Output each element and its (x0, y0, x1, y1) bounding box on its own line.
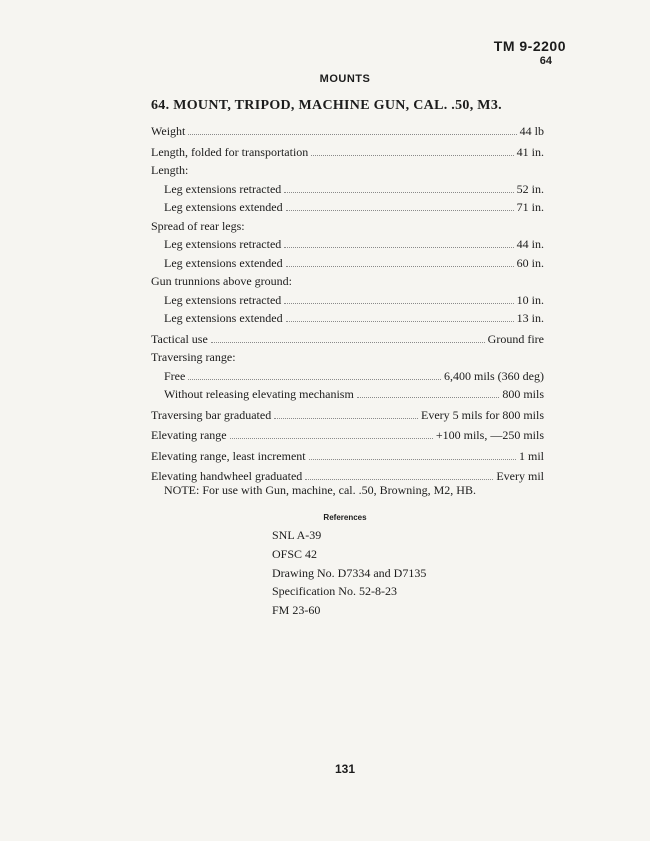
spec-label: Length, folded for transportation (151, 144, 309, 159)
spec-label: Leg extensions retracted (164, 292, 282, 307)
spec-row (151, 367, 544, 386)
spec-value: 52 in. (516, 181, 544, 196)
paragraph-number: 64 (539, 55, 552, 67)
spec-row (151, 447, 544, 466)
spec-label: Leg extensions retracted (164, 181, 282, 196)
reference-item: FM 23-60 (272, 603, 321, 618)
dot-leader (311, 155, 513, 156)
spec-row (151, 235, 544, 254)
reference-item: Drawing No. D7334 and D7135 (272, 565, 427, 580)
spec-row (151, 291, 544, 310)
specifications-list (151, 122, 544, 486)
spec-row (151, 143, 544, 162)
spec-label: Elevating range (151, 428, 227, 442)
spec-value: 10 in. (516, 292, 544, 307)
spec-label: Leg extensions extended (164, 255, 283, 270)
spec-label: Free (164, 368, 186, 383)
dot-leader (305, 479, 493, 480)
dot-leader (188, 379, 441, 380)
section-title: MOUNTS (319, 73, 371, 85)
spec-label: Leg extensions retracted (164, 237, 282, 251)
spec-heading: Traversing range: (151, 350, 236, 364)
dot-leader (286, 266, 514, 267)
spec-value: 41 in. (516, 144, 544, 159)
note-text: NOTE: For use with Gun, machine, cal. .50, Browning, M2, HB. (164, 483, 476, 497)
dot-leader (286, 321, 514, 322)
dot-leader (309, 459, 516, 460)
dot-leader (211, 342, 485, 343)
dot-leader (357, 397, 500, 398)
tm-number: TM 9-2200 (493, 38, 566, 54)
dot-leader (284, 303, 513, 304)
paragraph-title: 64. MOUNT, TRIPOD, MACHINE GUN, CAL. .50, M3. (151, 98, 502, 113)
reference-item: SNL A-39 (272, 528, 322, 542)
spec-value: 13 in. (516, 311, 544, 325)
dot-leader (286, 210, 514, 211)
spec-label: Weight (151, 124, 186, 138)
dot-leader (188, 134, 516, 135)
spec-label: Elevating range, least increment (151, 448, 306, 463)
spec-value: 60 in. (516, 255, 544, 270)
spec-value: 1 mil (518, 448, 544, 463)
spec-value: 44 lb (519, 124, 544, 138)
spec-value: +100 mils, —250 mils (435, 428, 544, 442)
references-list (272, 526, 426, 620)
spec-row (151, 254, 544, 273)
spec-label: Leg extensions extended (164, 200, 283, 214)
spec-row (151, 406, 544, 425)
spec-row (151, 426, 544, 445)
spec-row (151, 309, 544, 328)
spec-value: 71 in. (516, 200, 544, 214)
spec-row (151, 122, 544, 141)
dot-leader (230, 438, 433, 439)
spec-heading: Spread of rear legs: (151, 218, 245, 233)
spec-row (151, 180, 544, 199)
spec-value: Ground fire (487, 331, 544, 346)
reference-item: OFSC 42 (272, 546, 318, 561)
page-number: 131 (334, 762, 356, 776)
spec-heading: Gun trunnions above ground: (151, 274, 292, 288)
references-title: References (323, 513, 367, 522)
dot-leader (284, 247, 513, 248)
reference-item: Specification No. 52-8-23 (272, 584, 397, 599)
spec-label: Leg extensions extended (164, 311, 283, 325)
spec-label: Traversing bar graduated (151, 407, 272, 422)
spec-value: Every mil (496, 469, 544, 483)
dot-leader (284, 192, 513, 193)
spec-label: Tactical use (151, 331, 208, 346)
spec-row (151, 198, 544, 217)
spec-label: Without releasing elevating mechanism (164, 387, 354, 401)
spec-heading: Length: (151, 163, 189, 177)
spec-value: Every 5 mils for 800 mils (421, 407, 544, 422)
spec-row (151, 330, 544, 349)
spec-value: 800 mils (502, 387, 544, 401)
spec-value: 44 in. (516, 237, 544, 251)
dot-leader (274, 418, 418, 419)
spec-value: 6,400 mils (360 deg) (444, 368, 544, 383)
spec-label: Elevating handwheel graduated (151, 469, 303, 483)
spec-row (151, 385, 544, 404)
